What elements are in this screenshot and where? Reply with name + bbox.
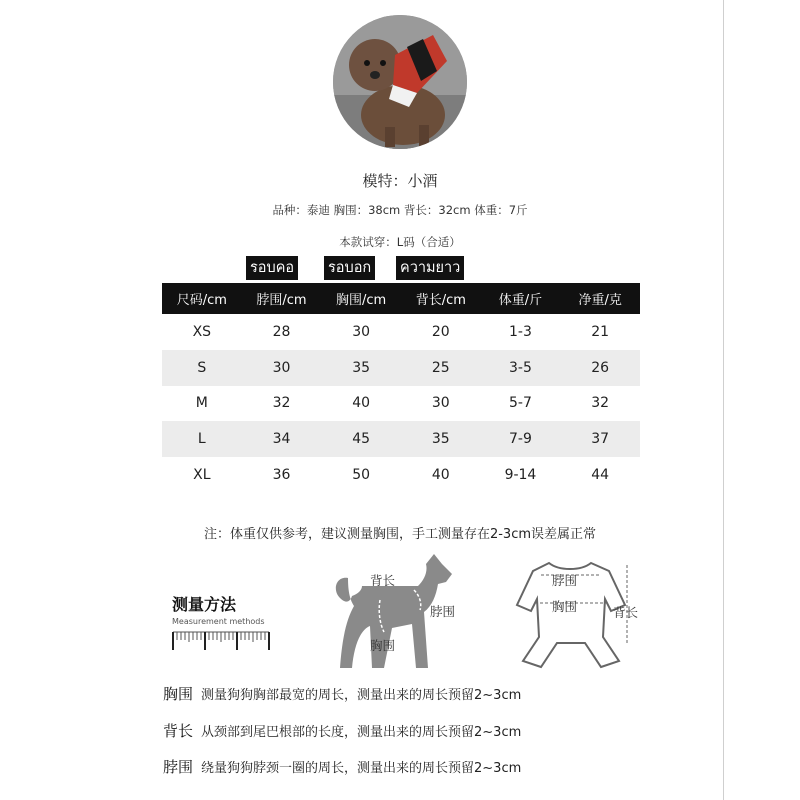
definition-back-length [163,720,521,741]
thai-label-length: ความยาว [396,256,464,280]
ruler-icon [172,630,270,656]
right-divider [723,0,724,800]
cell-net-weight: 32 [591,395,610,412]
cell-neck: 36 [272,467,291,484]
trial-size: 本款试穿：L码（合适） [339,235,461,249]
table-row [162,421,640,457]
size-table [162,283,640,493]
cell-neck: 30 [242,350,322,386]
cell-chest: 30 [352,323,371,340]
cell-chest: 35 [321,350,401,386]
definition-text: 从颈部到尾巴根部的长度，测量出来的周长预留2~3cm [201,725,522,740]
definition-text: 测量狗狗胸部最宽的周长，测量出来的周长预留2~3cm [201,688,522,703]
dog-label-neck: 脖围 [430,604,456,619]
cell-neck: 34 [242,421,322,457]
table-row [162,457,640,493]
cell-net-weight: 37 [560,421,640,457]
garment-label-chest: 胸围 [552,599,578,614]
method-subtitle: Measurement methods [172,617,265,626]
cell-back-length: 40 [431,467,450,484]
garment-label-neck: 脖围 [552,573,578,588]
method-title: 测量方法 [172,595,237,614]
cell-size: XL [193,467,211,484]
dog-label-chest: 胸围 [370,638,396,653]
definition-term: 脖围 [163,758,194,776]
cell-weight: 9-14 [504,467,537,484]
size-table-header [162,283,640,314]
definition-neck [163,756,521,777]
cell-size: L [162,421,242,457]
definition-term: 背长 [163,722,194,740]
cell-back-length: 25 [401,350,481,386]
cell-net-weight: 21 [591,323,610,340]
cell-chest: 40 [352,395,371,412]
cell-back-length: 30 [431,395,450,412]
cell-net-weight: 44 [591,467,610,484]
thai-label-neck: รอบคอ [246,256,298,280]
garment-label-length: 背长 [613,605,639,620]
definition-term: 胸围 [163,685,194,703]
dog-label-back: 背长 [370,573,396,588]
cell-size: M [195,395,208,412]
definition-chest [163,683,521,704]
cell-neck: 28 [272,323,291,340]
cell-back-length: 35 [401,421,481,457]
header-net-weight: 净重/克 [560,283,640,314]
cell-size: S [162,350,242,386]
cell-chest: 50 [352,467,371,484]
model-dog-photo [333,15,467,149]
cell-net-weight: 26 [560,350,640,386]
table-row [162,350,640,386]
table-row [162,386,640,422]
weight-note: 注：体重仅供参考，建议测量胸围，手工测量存在2-3cm误差属正常 [203,527,597,542]
cell-neck: 32 [272,395,291,412]
cell-weight: 7-9 [481,421,561,457]
model-caption: 模特：小酒 [362,172,438,190]
header-chest: 胸围/cm [321,283,401,314]
header-back-length: 背长/cm [401,283,481,314]
header-size: 尺码/cm [162,283,242,314]
cell-weight: 1-3 [509,323,532,340]
cell-weight: 3-5 [481,350,561,386]
cell-weight: 5-7 [509,395,532,412]
definition-text: 绕量狗狗脖颈一圈的周长，测量出来的周长预留2~3cm [201,761,522,776]
model-specs: 品种：泰迪 胸围：38cm 背长：32cm 体重：7斤 [272,203,528,217]
cell-size: XS [192,323,212,340]
header-neck: 脖围/cm [242,283,322,314]
thai-label-chest: รอบอก [324,256,375,280]
cell-chest: 45 [321,421,401,457]
table-row [162,314,640,350]
header-weight: 体重/斤 [481,283,561,314]
cell-back-length: 20 [431,323,450,340]
